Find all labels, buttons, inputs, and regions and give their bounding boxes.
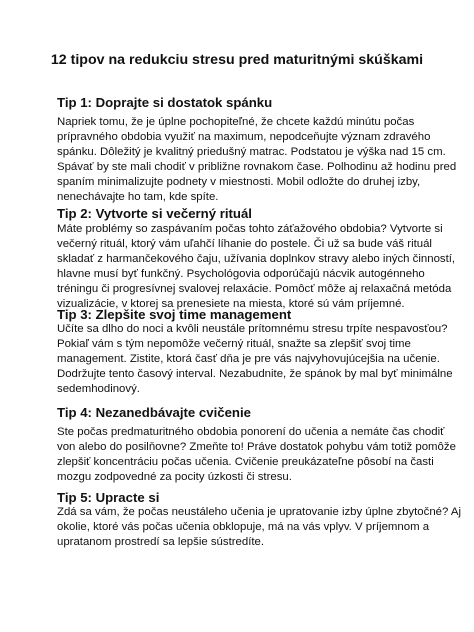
tip-2-line: vizualizácie, v ktorej sa prenesiete na miesta, ktoré sú vám príjemné.	[57, 298, 405, 311]
tip-3-line: sedemhodinový.	[57, 383, 140, 396]
tip-3-line: Dodržujte tento časový interval. Nezabudnite, že spánok by mal byť minimálne	[57, 368, 453, 381]
tip-4-line: von alebo do posilňovne? Zmeňte to! Práve dostatok pohybu vám totiž pomôže	[57, 441, 456, 454]
tip-3-line: Pokiaľ vám s tým nepomôže večerný rituál, snažte sa zlepšiť svoj time	[57, 338, 411, 351]
tip-3-paragraph	[57, 322, 453, 397]
tip-1-line: Napriek tomu, že je úplne pochopiteľné, že chcete každú minútu počas	[57, 116, 415, 128]
tip-4-line: Ste počas predmaturitného obdobia ponorení do učenia a nemáte čas chodiť	[57, 426, 445, 438]
tip-1-heading: Tip 1: Doprajte si dostatok spánku	[57, 95, 273, 110]
tip-3-line: Učíte sa dlho do noci a kvôli neustále prítomnému stresu trpíte nespavosťou?	[57, 323, 448, 335]
tip-3-line: management. Zistite, ktorá časť dňa je pre vás najvyhovujúcejšia na učenie.	[57, 353, 440, 366]
tip-2-line: Máte problémy so zaspávaním počas tohto záťažového obdobia? Vytvorte si	[57, 223, 443, 235]
tip-5-line: okolie, ktoré vás počas učenia obklopuje, má na vás vplyv. V príjemnom a	[57, 521, 430, 534]
tip-1-paragraph	[57, 115, 456, 206]
tip-2-line: tréningu či progresívnej svalovej relaxácie. Pomôcť môže aj relaxačná metóda	[57, 283, 452, 296]
tip-5-paragraph	[57, 505, 461, 550]
tip-2-line: skladať z harmančekového čaju, užívania doplnkov stravy alebo iných činností,	[57, 253, 456, 266]
tip-3-heading: Tip 3: Zlepšite svoj time management	[57, 307, 292, 322]
tip-2-line: hlavne musí byť funkčný. Psychológovia odporúčajú nácvik autogénneho	[57, 268, 425, 281]
tip-1-line: spaním minimalizujte podnety v miestnosti. Mobil odložte do druhej izby,	[57, 176, 421, 189]
tip-1-line: prípravného obdobia využiť na maximum, nepodceňujte význam zdravého	[57, 131, 431, 144]
tip-5-line: Zdá sa vám, že počas neustáleho učenia je upratovanie izby úplne zbytočné? Aj	[57, 506, 461, 518]
tip-1-line: nenechávajte ho tam, kde spíte.	[57, 191, 219, 204]
tip-2-heading: Tip 2: Vytvorte si večerný rituál	[57, 206, 252, 221]
tip-5-line: upratanom prostredí sa lepšie sústredíte.	[57, 536, 265, 549]
tip-1-line: spánku. Dôležitý je kvalitný priedušný matrac. Podstatou je výška nad 15 cm.	[57, 146, 446, 159]
tip-5-heading: Tip 5: Upracte si	[57, 490, 160, 505]
tip-4-paragraph	[57, 425, 456, 485]
tip-4-line: mozgu zodpovedné za pocity úzkosti či stresu.	[57, 471, 292, 484]
document-title: 12 tipov na redukciu stresu pred maturitnými skúškami	[50, 52, 424, 68]
tip-4-line: zlepšiť koncentráciu počas učenia. Cvičenie preukázateľne pôsobí na časti	[57, 456, 434, 469]
tip-1-line: Spávať by ste mali chodiť v približne rovnakom čase. Polhodinu až hodinu pred	[57, 161, 457, 174]
tip-4-heading: Tip 4: Nezanedbávajte cvičenie	[57, 405, 251, 420]
tip-2-line: večerný rituál, ktorý vám uľahčí líhanie do postele. Či už sa bude váš rituál	[57, 238, 432, 251]
tip-2-paragraph	[57, 222, 455, 313]
